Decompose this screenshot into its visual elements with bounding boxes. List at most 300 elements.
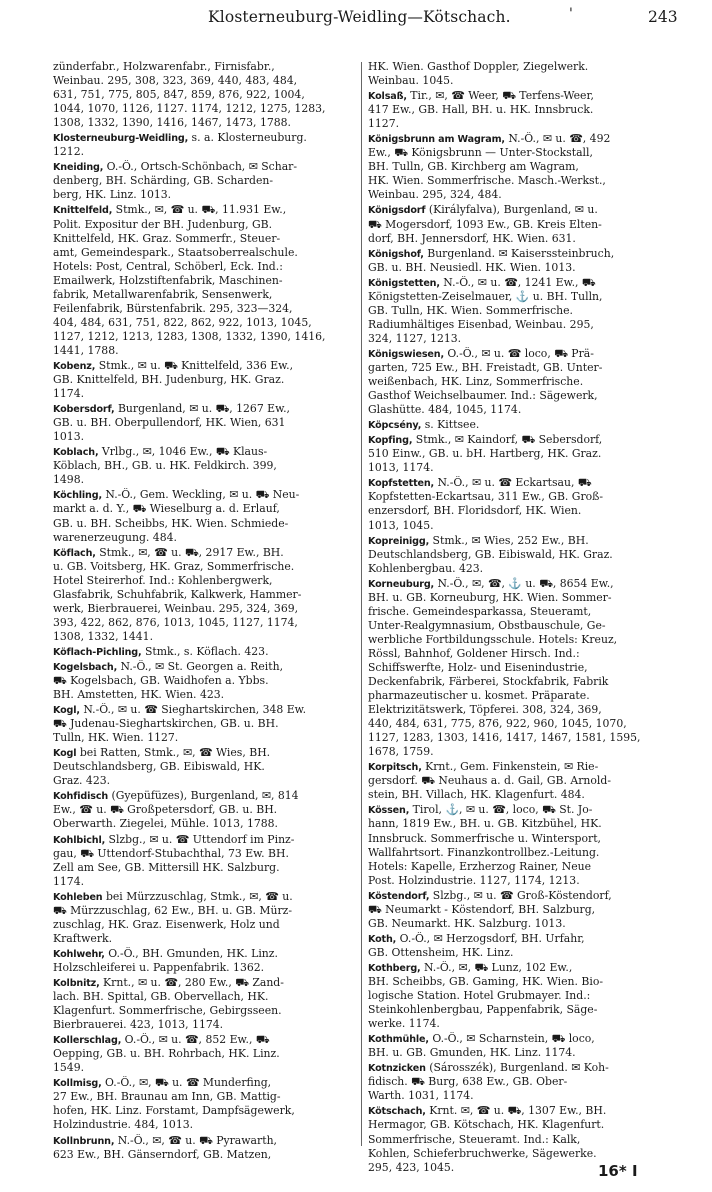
entry-line [368, 276, 672, 290]
entry-text: 1127. [368, 117, 400, 131]
gazetteer-entry [368, 577, 672, 760]
entry-text: zünderfabr., Holzwarenfabr., Firnisfabr., [53, 60, 275, 73]
entry-line [53, 861, 357, 875]
entry-line [53, 932, 357, 946]
entry-headword: Kothberg, [368, 962, 421, 974]
entry-text: 1013. [53, 430, 85, 444]
entry-line [53, 833, 357, 847]
entry-text: gau, ⛟ Uttendorf-Stubachthal, 73 Ew. BH. [53, 846, 289, 860]
entry-text: Ew., ⛟ Königsbrunn — Unter-Stockstall, [368, 146, 593, 160]
entry-line [53, 703, 357, 717]
entry-line [53, 904, 357, 918]
entry-text: dorf, BH. Jennersdorf, HK. Wien. 631. [368, 231, 576, 245]
entry-line [53, 1018, 357, 1032]
entry-text: GB. Knittelfeld, BH. Judenburg, HK. Graz. [53, 373, 285, 387]
gazetteer-entry [368, 433, 672, 475]
entry-line [53, 517, 357, 531]
column-divider [361, 62, 362, 1146]
entry-line [368, 261, 672, 275]
entry-text: Kohlen, Schieferbruchwerke, Sägewerke. [368, 1146, 597, 1160]
entry-text: Krnt. ✉, ☎ u. ⛟, 1307 Ew., BH. [425, 1104, 607, 1118]
entry-text: Burgenland. ✉ Kaiserssteinbruch, [423, 246, 615, 260]
entry-text: s. Kittsee. [421, 418, 480, 432]
entry-text: Rössl, Bahnhof, Goldener Hirsch. Ind.: [368, 646, 580, 660]
entry-headword: Kötschach, [368, 1106, 426, 1118]
entry-line [53, 1033, 357, 1047]
entry-text: 27 Ew., BH. Braunau am Inn, GB. Mattig- [53, 1090, 281, 1104]
entry-headword: Königsdorf [368, 205, 426, 217]
entry-text: hofen, HK. Linz. Forstamt, Dampfsägewerk, [53, 1104, 295, 1118]
entry-text: Holzindustrie. 484, 1013. [53, 1118, 194, 1132]
entry-line [368, 860, 672, 874]
entry-text: Wallfahrtsort. Finanzkontrollbez.-Leitung. [368, 845, 600, 859]
gazetteer-entry [368, 961, 672, 1031]
gazetteer-entry [368, 418, 672, 432]
entry-text: BH. Tulln, GB. Kirchberg am Wagram, [368, 160, 579, 174]
entry-text: enzersdorf, BH. Floridsdorf, HK. Wien. [368, 504, 582, 518]
entry-text: 417 Ew., GB. Hall, BH. u. HK. Innsbruck. [368, 103, 594, 117]
gazetteer-entry [368, 247, 672, 275]
gazetteer-entry [53, 703, 357, 745]
entry-line [368, 689, 672, 703]
entry-text: 631, 751, 775, 805, 847, 859, 876, 922, 1004, [53, 88, 305, 102]
entry-text: 1044, 1070, 1126, 1127. 1174, 1212, 1275, 1283, [53, 102, 326, 116]
entry-line [53, 674, 357, 688]
entry-text: Radiumhältiges Eisenbad, Weinbau. 295, [368, 317, 594, 331]
entry-text: N.-Ö., ✉ u. ☎ Sieghartskirchen, 348 Ew. [79, 703, 307, 717]
entry-line [53, 560, 357, 574]
entry-line [368, 218, 672, 232]
entry-line [368, 418, 672, 432]
entry-headword: Kohlwehr, [53, 948, 105, 960]
entry-headword: Koth, [368, 933, 397, 945]
gazetteer-entry [53, 645, 357, 659]
entry-line [53, 116, 357, 130]
entry-text: Innsbruck. Sommerfrische u. Wintersport, [368, 831, 602, 845]
entry-text: N.-Ö., ✉, ☎, ⚓ u. ⛟, 8654 Ew., [434, 576, 614, 590]
entry-line [368, 961, 672, 975]
entry-line [53, 588, 357, 602]
entry-line [368, 103, 672, 117]
entry-text: lach. BH. Spittal, GB. Obervellach, HK. [53, 990, 269, 1004]
entry-headword: Kogl, [53, 705, 80, 717]
entry-headword: Köchling, [53, 490, 102, 502]
entry-text: GB. Ottensheim, HK. Linz. [368, 945, 514, 959]
entry-text: u. GB. Voitsberg, HK. Graz, Sommerfrische. [53, 559, 295, 573]
entry-line [368, 946, 672, 960]
entry-line [53, 402, 357, 416]
entry-line [53, 302, 357, 316]
entry-line [53, 774, 357, 788]
entry-text: Ew., ☎ u. ⛟ Großpetersdorf, GB. u. BH. [53, 803, 278, 817]
gazetteer-entry [53, 402, 357, 444]
entry-text: HK. Wien. Gasthof Doppler, Ziegelwerk. [368, 60, 589, 73]
entry-text: Gasthof Weichselbaumer. Ind.: Sägewerk, [368, 389, 598, 403]
entry-line [368, 975, 672, 989]
entry-line [53, 74, 357, 88]
entry-line [368, 361, 672, 375]
header-mark: ' [569, 6, 573, 22]
entry-text: bei Ratten, Stmk., ✉, ☎ Wies, BH. [76, 746, 271, 760]
entry-line [368, 389, 672, 403]
entry-text: Stmk., ✉ Wies, 252 Ew., BH. [429, 533, 589, 547]
gazetteer-entry [53, 1076, 357, 1132]
entry-text: Oberwarth. Ziegelei, Mühle. 1013, 1788. [53, 817, 279, 831]
entry-line [53, 1148, 357, 1162]
entry-text: Vrlbg., ✉, 1046 Ew., ⛟ Klaus- [98, 445, 268, 459]
gazetteer-entry [368, 803, 672, 887]
entry-line [53, 990, 357, 1004]
entry-text: denberg, BH. Schärding, GB. Scharden- [53, 174, 274, 188]
entry-text: Stmk., ✉, ☎ u. ⛟, 2917 Ew., BH. [95, 545, 284, 559]
entry-text: Hotels: Kapelle, Erzherzog Rainer, Neue [368, 859, 592, 873]
entry-line [368, 160, 672, 174]
entry-text: N.-Ö., ✉, ☎ u. ⛟ Pyrawarth, [114, 1133, 277, 1147]
entry-line [368, 304, 672, 318]
entry-line [368, 774, 672, 788]
entry-text: O.-Ö., ✉ Herzogsdorf, BH. Urfahr, [396, 931, 585, 945]
entry-text: frische. Gemeindesparkassa, Steueramt, [368, 604, 592, 618]
gazetteer-entry [53, 660, 357, 702]
entry-line [53, 574, 357, 588]
entry-line [368, 347, 672, 361]
gazetteer-entry [53, 789, 357, 831]
entry-headword: Kotnzicken [368, 1063, 426, 1075]
entry-text: 1174. [53, 387, 85, 401]
entry-text: GB. Neumarkt. HK. Salzburg. 1013. [368, 916, 566, 930]
gazetteer-entry [368, 89, 672, 131]
entry-line [368, 332, 672, 346]
entry-line [368, 731, 672, 745]
entry-line [368, 504, 672, 518]
gazetteer-entry [53, 60, 357, 130]
gazetteer-entry [53, 890, 357, 946]
entry-headword: Kollmisg, [53, 1078, 102, 1090]
entry-line [368, 60, 672, 74]
entry-line [368, 917, 672, 931]
entry-headword: Kollnbrunn, [53, 1135, 115, 1147]
gazetteer-entry [368, 1061, 672, 1103]
entry-text: O.-Ö., ✉ Scharnstein, ⛟ loco, [428, 1032, 595, 1046]
entry-text: ⛟ Judenau-Sieghartskirchen, GB. u. BH. [53, 717, 279, 731]
gazetteer-entry [368, 932, 672, 960]
entry-line [53, 488, 357, 502]
entry-headword: Königstetten, [368, 277, 440, 289]
gazetteer-entry [53, 445, 357, 487]
entry-line [368, 591, 672, 605]
entry-headword: Kohfidisch [53, 791, 109, 803]
entry-line [368, 1104, 672, 1118]
gazetteer-entry [53, 746, 357, 788]
entry-headword: Kolbnitz, [53, 978, 100, 989]
entry-line [368, 476, 672, 490]
entry-text: N.-Ö., ✉, ⛟ Lunz, 102 Ew., [420, 960, 573, 974]
entry-text: hann, 1819 Ew., BH. u. GB. Kitzbühel, HK. [368, 817, 602, 831]
entry-text: fidisch. ⛟ Burg, 638 Ew., GB. Ober- [368, 1075, 568, 1089]
entry-line [53, 1061, 357, 1075]
entry-line [368, 675, 672, 689]
gazetteer-entry [368, 1032, 672, 1060]
entry-text: 1308, 1332, 1390, 1416, 1467, 1473, 1788. [53, 116, 291, 130]
entry-line [368, 1075, 672, 1089]
entry-text: stein, BH. Villach, HK. Klagenfurt. 484. [368, 788, 585, 802]
page-number: 243 [648, 8, 678, 26]
gazetteer-entry [368, 476, 672, 532]
entry-text: Slzbg., ✉ u. ☎ Uttendorf im Pinz- [105, 832, 295, 846]
entry-line [53, 188, 357, 202]
entry-text: Tulln, HK. Wien. 1127. [53, 731, 179, 745]
entry-line [368, 619, 672, 633]
entry-text: 1549. [53, 1061, 85, 1075]
entry-line [368, 146, 672, 160]
entry-text: Weinbau. 295, 308, 323, 369, 440, 483, 484, [53, 74, 298, 88]
entry-text: (Sárosszék), Burgenland. ✉ Koh- [425, 1061, 609, 1075]
entry-text: Köblach, BH., GB. u. HK. Feldkirch. 399, [53, 459, 277, 473]
entry-text: zuschlag, HK. Graz. Eisenwerk, Holz und [53, 917, 280, 931]
entry-line [368, 1147, 672, 1161]
entry-line [53, 789, 357, 803]
entry-text: weißenbach, HK. Linz, Sommerfrische. [368, 375, 584, 389]
entry-text: 1174. [53, 874, 85, 888]
entry-text: Krnt., Gem. Finkenstein, ✉ Rie- [421, 760, 599, 774]
entry-line [368, 117, 672, 131]
entry-text: 1678, 1759. [368, 745, 434, 759]
entry-line [368, 375, 672, 389]
entry-line [53, 131, 357, 145]
entry-headword: Kogelsbach, [53, 661, 118, 673]
entry-text: Glashütte. 484, 1045, 1174. [368, 403, 522, 417]
entry-headword: Kothmühle, [368, 1034, 429, 1046]
entry-headword: Kobenz, [53, 360, 96, 372]
entry-text: N.-Ö., ✉ u. ☎ Eckartsau, ⛟ [434, 476, 592, 490]
entry-text: 324, 1127, 1213. [368, 331, 462, 345]
entry-line [53, 316, 357, 330]
entry-text: bei Mürzzuschlag, Stmk., ✉, ☎ u. [102, 889, 293, 903]
entry-line [53, 430, 357, 444]
gazetteer-entry [53, 203, 357, 358]
entry-text: logische Station. Hotel Grubmayer. Ind.: [368, 989, 591, 1003]
gazetteer-entry [368, 760, 672, 802]
entry-text: Hermagor, GB. Kötschach, HK. Klagenfurt. [368, 1118, 605, 1132]
entry-line [53, 1134, 357, 1148]
entry-text: Polit. Expositur der BH. Judenburg, GB. [53, 217, 273, 231]
entry-text: Klagenfurt. Sommerfrische, Gebirgsseen. [53, 1004, 282, 1018]
entry-headword: Kopfing, [368, 435, 413, 447]
entry-text: Königstetten-Zeiselmauer, ⚓ u. BH. Tulln, [368, 289, 603, 303]
entry-headword: Kopreinigg, [368, 535, 430, 547]
entry-line [53, 531, 357, 545]
entry-line [53, 373, 357, 387]
gazetteer-entry [53, 160, 357, 202]
entry-headword: Kopfstetten, [368, 478, 435, 490]
entry-text: gersdorf. ⛟ Neuhaus a. d. Gail, GB. Arnold- [368, 774, 611, 788]
gazetteer-entry [368, 276, 672, 346]
entry-text: Burgenland, ✉ u. ⛟, 1267 Ew., [114, 402, 290, 416]
entry-line [368, 534, 672, 548]
entry-text: Steinkohlenbergbau, Pappenfabrik, Säge- [368, 1003, 598, 1017]
entry-text: ⛟ Neumarkt - Köstendorf, BH. Salzburg, [368, 902, 596, 916]
entry-text: Tirol, ⚓, ✉ u. ☎, loco, ⛟ St. Jo- [409, 803, 593, 817]
entry-line [53, 961, 357, 975]
entry-text: Hotel Steirerhof. Ind.: Kohlenbergwerk, [53, 573, 273, 587]
entry-text: Unter-Realgymnasium, Obstbauschule, Ge- [368, 618, 606, 632]
entry-text: s. a. Klosterneuburg. [188, 131, 307, 145]
entry-line [53, 1047, 357, 1061]
entry-text: GB. u. BH. Scheibbs, HK. Wien. Schmiede- [53, 516, 289, 530]
entry-line [368, 817, 672, 831]
entry-text: (Királyfalva), Burgenland, ✉ u. [425, 203, 598, 217]
gazetteer-entry [53, 833, 357, 889]
entry-line [53, 473, 357, 487]
entry-text: Warth. 1031, 1174. [368, 1089, 474, 1103]
entry-line [53, 246, 357, 260]
entry-line [53, 260, 357, 274]
entry-line [53, 803, 357, 817]
entry-line [368, 745, 672, 759]
entry-text: Graz. 423. [53, 774, 111, 788]
entry-line [53, 731, 357, 745]
entry-line [53, 203, 357, 217]
entry-line [368, 403, 672, 417]
entry-headword: Kneiding, [53, 162, 104, 174]
entry-headword: Köstendorf, [368, 890, 430, 902]
entry-text: BH. Scheibbs, GB. Gaming, HK. Wien. Bio- [368, 975, 604, 988]
entry-text: O.-Ö., BH. Gmunden, HK. Linz. [104, 946, 278, 960]
entry-line [53, 218, 357, 232]
entry-line [368, 903, 672, 917]
entry-headword: Kohlbichl, [53, 834, 106, 846]
right-column [368, 60, 672, 1176]
entry-text: berg, HK. Linz. 1013. [53, 188, 172, 202]
running-title: Klosterneuburg-Weidling—Kötschach. [208, 8, 511, 26]
entry-line [53, 746, 357, 760]
gazetteer-entry [368, 534, 672, 576]
entry-headword: Knittelfeld, [53, 205, 113, 217]
entry-text: ⛟ Mogersdorf, 1093 Ew., GB. Kreis Elten- [368, 217, 602, 231]
entry-line [368, 889, 672, 903]
entry-text: BH. u. GB. Korneuburg, HK. Wien. Sommer- [368, 590, 612, 604]
entry-headword: Korpitsch, [368, 762, 422, 774]
entry-text: O.-Ö., ✉ u. ☎ loco, ⛟ Prä- [443, 346, 594, 360]
entry-line [368, 989, 672, 1003]
entry-text: Bierbrauerei. 423, 1013, 1174. [53, 1018, 224, 1032]
entry-text: BH. u. GB. Gmunden, HK. Linz. 1174. [368, 1046, 576, 1060]
entry-text: werke. 1174. [368, 1017, 440, 1031]
entry-line [368, 832, 672, 846]
page-header [0, 8, 712, 30]
entry-line [368, 318, 672, 332]
entry-line [53, 1090, 357, 1104]
entry-text: 1212. [53, 145, 85, 159]
entry-text: amt, Gemeindespark., Staatsoberrealschule. [53, 245, 298, 259]
gazetteer-entry [53, 131, 357, 159]
entry-text: ⛟ Mürzzuschlag, 62 Ew., BH. u. GB. Mürz- [53, 903, 293, 917]
entry-text: 1127, 1212, 1213, 1283, 1308, 1332, 1390, 1416, [53, 329, 326, 343]
entry-text: Feilenfabrik, Bürstenfabrik. 295, 323—324, [53, 301, 293, 315]
entry-text: Stmk., ✉ Kaindorf, ⛟ Sebersdorf, [412, 433, 603, 447]
entry-text: Kopfstetten-Eckartsau, 311 Ew., GB. Groß- [368, 490, 604, 504]
entry-line [53, 88, 357, 102]
gazetteer-entry [53, 976, 357, 1032]
entry-line [53, 918, 357, 932]
entry-line [368, 661, 672, 675]
entry-line [368, 1089, 672, 1103]
entry-text: Deutschlandsberg, GB. Eibiswald, HK. Graz. [368, 547, 613, 561]
entry-line [368, 203, 672, 217]
entry-text: O.-Ö., ✉, ⛟ u. ☎ Munderfing, [101, 1076, 272, 1090]
entry-text: Elektrizitätswerk, Töpferei. 308, 324, 369, [368, 703, 602, 717]
gazetteer-entry [53, 546, 357, 644]
entry-text: 1013, 1174. [368, 461, 434, 475]
entry-text: O.-Ö., Ortsch-Schönbach, ✉ Schar- [103, 160, 298, 174]
entry-line [368, 846, 672, 860]
entry-line [53, 1104, 357, 1118]
entry-line [368, 132, 672, 146]
entry-headword: Kollerschlag, [53, 1035, 122, 1047]
entry-text: Slzbg., ✉ u. ☎ Groß-Köstendorf, [429, 888, 612, 902]
entry-line [368, 447, 672, 461]
left-column [53, 60, 357, 1163]
entry-line [368, 577, 672, 591]
entry-headword: Korneuburg, [368, 578, 435, 590]
entry-text: Glasfabrik, Schuhfabrik, Kalkwerk, Hammer- [53, 587, 302, 601]
entry-line [53, 160, 357, 174]
entry-line [53, 445, 357, 459]
entry-text: Kraftwerk. [53, 931, 113, 945]
entry-text: GB. Tulln, HK. Wien. Sommerfrische. [368, 303, 573, 317]
entry-text: (Gyepüfüzes), Burgenland, ✉, 814 [108, 789, 299, 803]
entry-line [368, 232, 672, 246]
entry-text: werk, Bierbrauerei, Weinbau. 295, 324, 369, [53, 601, 299, 615]
entry-headword: Kössen, [368, 805, 410, 817]
entry-text: Stmk., ✉, ☎ u. ⛟, 11.931 Ew., [112, 203, 287, 217]
entry-headword: Kobersdorf, [53, 404, 115, 416]
entry-headword: Klosterneuburg-Weidling, [53, 133, 189, 145]
entry-text: Weinbau. 295, 324, 484. [368, 188, 502, 202]
gazetteer-entry [53, 359, 357, 401]
entry-line [368, 1017, 672, 1031]
entry-line [53, 359, 357, 373]
entry-text: 623 Ew., BH. Gänserndorf, GB. Matzen, [53, 1147, 272, 1161]
entry-text: Zell am See, GB. Mittersill HK. Salzburg. [53, 860, 280, 874]
entry-line [53, 288, 357, 302]
entry-line [53, 976, 357, 990]
gazetteer-entry [368, 203, 672, 245]
entry-line [368, 932, 672, 946]
entry-text: BH. Amstetten, HK. Wien. 423. [53, 688, 225, 702]
entry-headword: Köpcsény, [368, 420, 422, 432]
entry-line [53, 60, 357, 74]
entry-text: 1498. [53, 473, 85, 487]
entry-line [53, 1118, 357, 1132]
entry-text: garten, 725 Ew., BH. Freistadt, GB. Unter- [368, 360, 603, 374]
signature-mark: 16* I [598, 1162, 638, 1180]
entry-text: Deutschlandsberg, GB. Eibiswald, HK. [53, 760, 265, 774]
entry-headword: Königsbrunn am Wagram, [368, 134, 505, 146]
entry-text: Knittelfeld, HK. Graz. Sommerfr., Steuer- [53, 231, 281, 245]
entry-text: markt a. d. Y., ⛟ Wieselburg a. d. Erlauf, [53, 502, 280, 516]
entry-line [53, 875, 357, 889]
entry-text: warenerzeugung. 484. [53, 530, 177, 544]
entry-line [53, 232, 357, 246]
entry-line [368, 1133, 672, 1147]
entry-line [53, 630, 357, 644]
entry-line [53, 616, 357, 630]
entry-headword: Koblach, [53, 447, 99, 459]
entry-line [368, 562, 672, 576]
entry-text: Post. Holzindustrie. 1127, 1174, 1213. [368, 873, 580, 887]
entry-text: Oepping, GB. u. BH. Rohrbach, HK. Linz. [53, 1047, 280, 1061]
